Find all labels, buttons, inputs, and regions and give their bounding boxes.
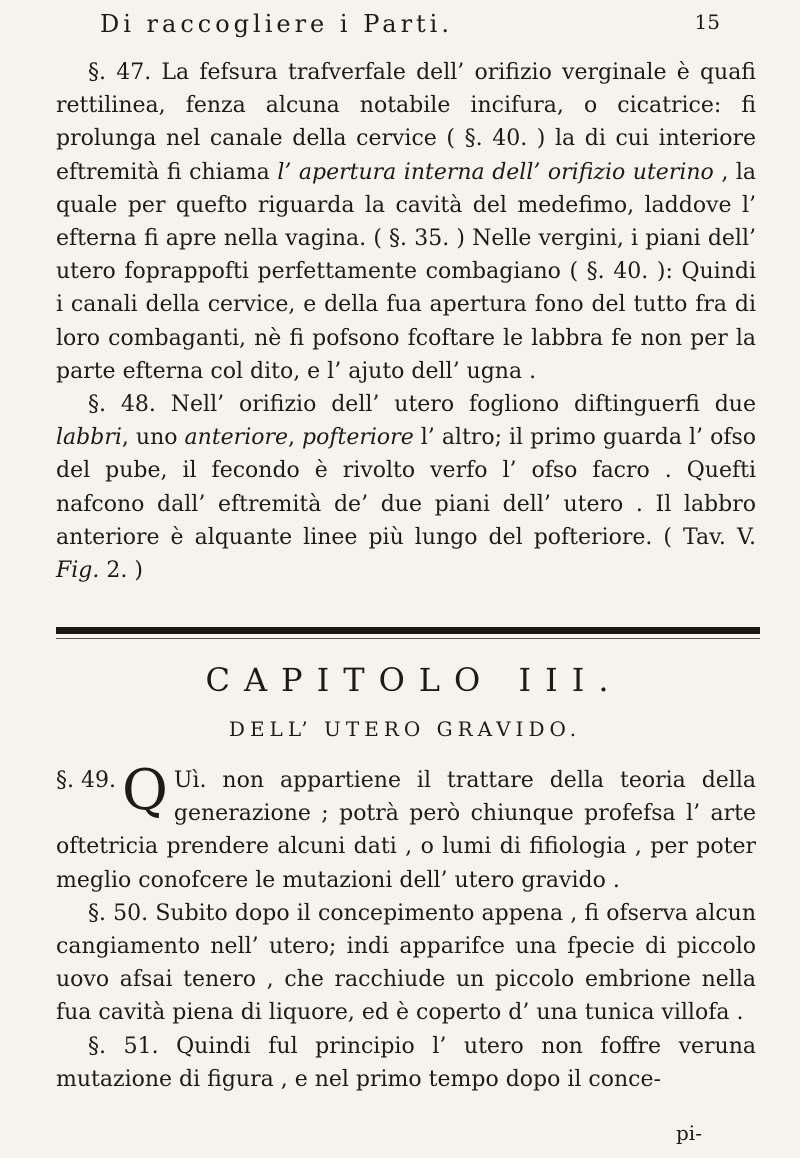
page-number: 15 [694, 10, 720, 34]
running-title: Di raccogliere i Parti. [100, 10, 453, 38]
italic-term: l’ apertura interna dell’ orifizio uterino [277, 159, 714, 185]
paragraph-51 [56, 1030, 756, 1096]
paragraph-48 [56, 388, 756, 587]
paragraph-text [56, 901, 756, 1026]
section-divider-thick [56, 627, 760, 634]
running-header [100, 10, 720, 38]
text-run: Quindi ful principio l’ utero non foffre veruna mutazione di figura , e nel primo tempo dopo il conce- [56, 1033, 756, 1092]
paragraph-text [56, 1034, 756, 1092]
italic-term: pofteriore [302, 425, 414, 451]
text-run: Nell’ orifizio dell’ utero fogliono diftinguerfi due [155, 392, 756, 418]
text-run: , uno [121, 425, 185, 451]
text-run: , [288, 425, 303, 451]
paragraph-47 [56, 56, 756, 388]
text-run: l’ altro; il primo guarda l’ ofso del pube, il fecondo è rivolto verfo l’ ofso facro . Quefti nafcono dall’ eftremità de’ due piani dell’ utero . Il labbro anteriore è alquante linee più lungo del pofteriore. ( Tav. V. [56, 425, 757, 550]
paragraph-50 [56, 897, 756, 1030]
text-run: 2. ) [99, 558, 143, 584]
paragraph-49 [56, 758, 756, 897]
italic-term: labbri [56, 425, 122, 451]
section-number: §. 51. [88, 1033, 159, 1059]
section-number: §. 49. [56, 768, 116, 793]
chapter-subtitle: DELL’ UTERO GRAVIDO. [228, 717, 582, 741]
section-divider-thin [56, 638, 760, 639]
text-block-top [56, 56, 756, 587]
section-number: §. 50. [88, 900, 149, 926]
chapter-title: CAPITOLO III. [205, 661, 623, 699]
paragraph-text [56, 392, 756, 583]
paragraph-text [56, 60, 756, 384]
text-run: Uì. non appartiene il trattare della teoria della generazione ; potrà però chiunque profefsa l’ arte oftetricia prendere alcuni dati , o lumi di fifiologia , per poter meglio conofcere le mutazioni dell’ utero gravido . [56, 768, 756, 893]
drop-capital: Q [121, 758, 168, 823]
text-run: Subito dopo il concepimento appena , fi ofserva alcun cangiamento nell’ utero; indi apparifce una fpecie di piccolo uovo afsai tenero , che racchiude un piccolo embrione nella fua cavità piena di liquore, ed è coperto d’ una tunica villofa . [56, 900, 756, 1026]
text-run: La fefsura trafverfale dell’ orifizio verginale è quafi rettilinea, fenza alcuna notabile incifura, o cicatrice: fi prolunga nel canale della cervice ( §. 40. ) la di cui interiore eftremità fi chiama [56, 60, 756, 185]
italic-term: anteriore [184, 425, 289, 451]
section-number: §. 48. [88, 392, 156, 418]
text-block-bottom [56, 758, 756, 1096]
catchword: pi- [676, 1121, 702, 1145]
italic-term: Fig. [56, 558, 100, 584]
text-run: , la quale per quefto riguarda la cavità del medefimo, laddove l’ efterna fi apre nella vagina. ( §. 35. ) Nelle vergini, i piani dell’ utero foprappofti perfettamente combagiano ( §. 40. ): Quindi i canali della cervice, e della fua apertura fono del tutto fra di loro combaganti, nè fi pofsono fcoftare le labbra fe non per la parte efterna col dito, e l’ ajuto dell’ ugna . [56, 159, 757, 384]
section-number: §. 47. [88, 60, 152, 85]
